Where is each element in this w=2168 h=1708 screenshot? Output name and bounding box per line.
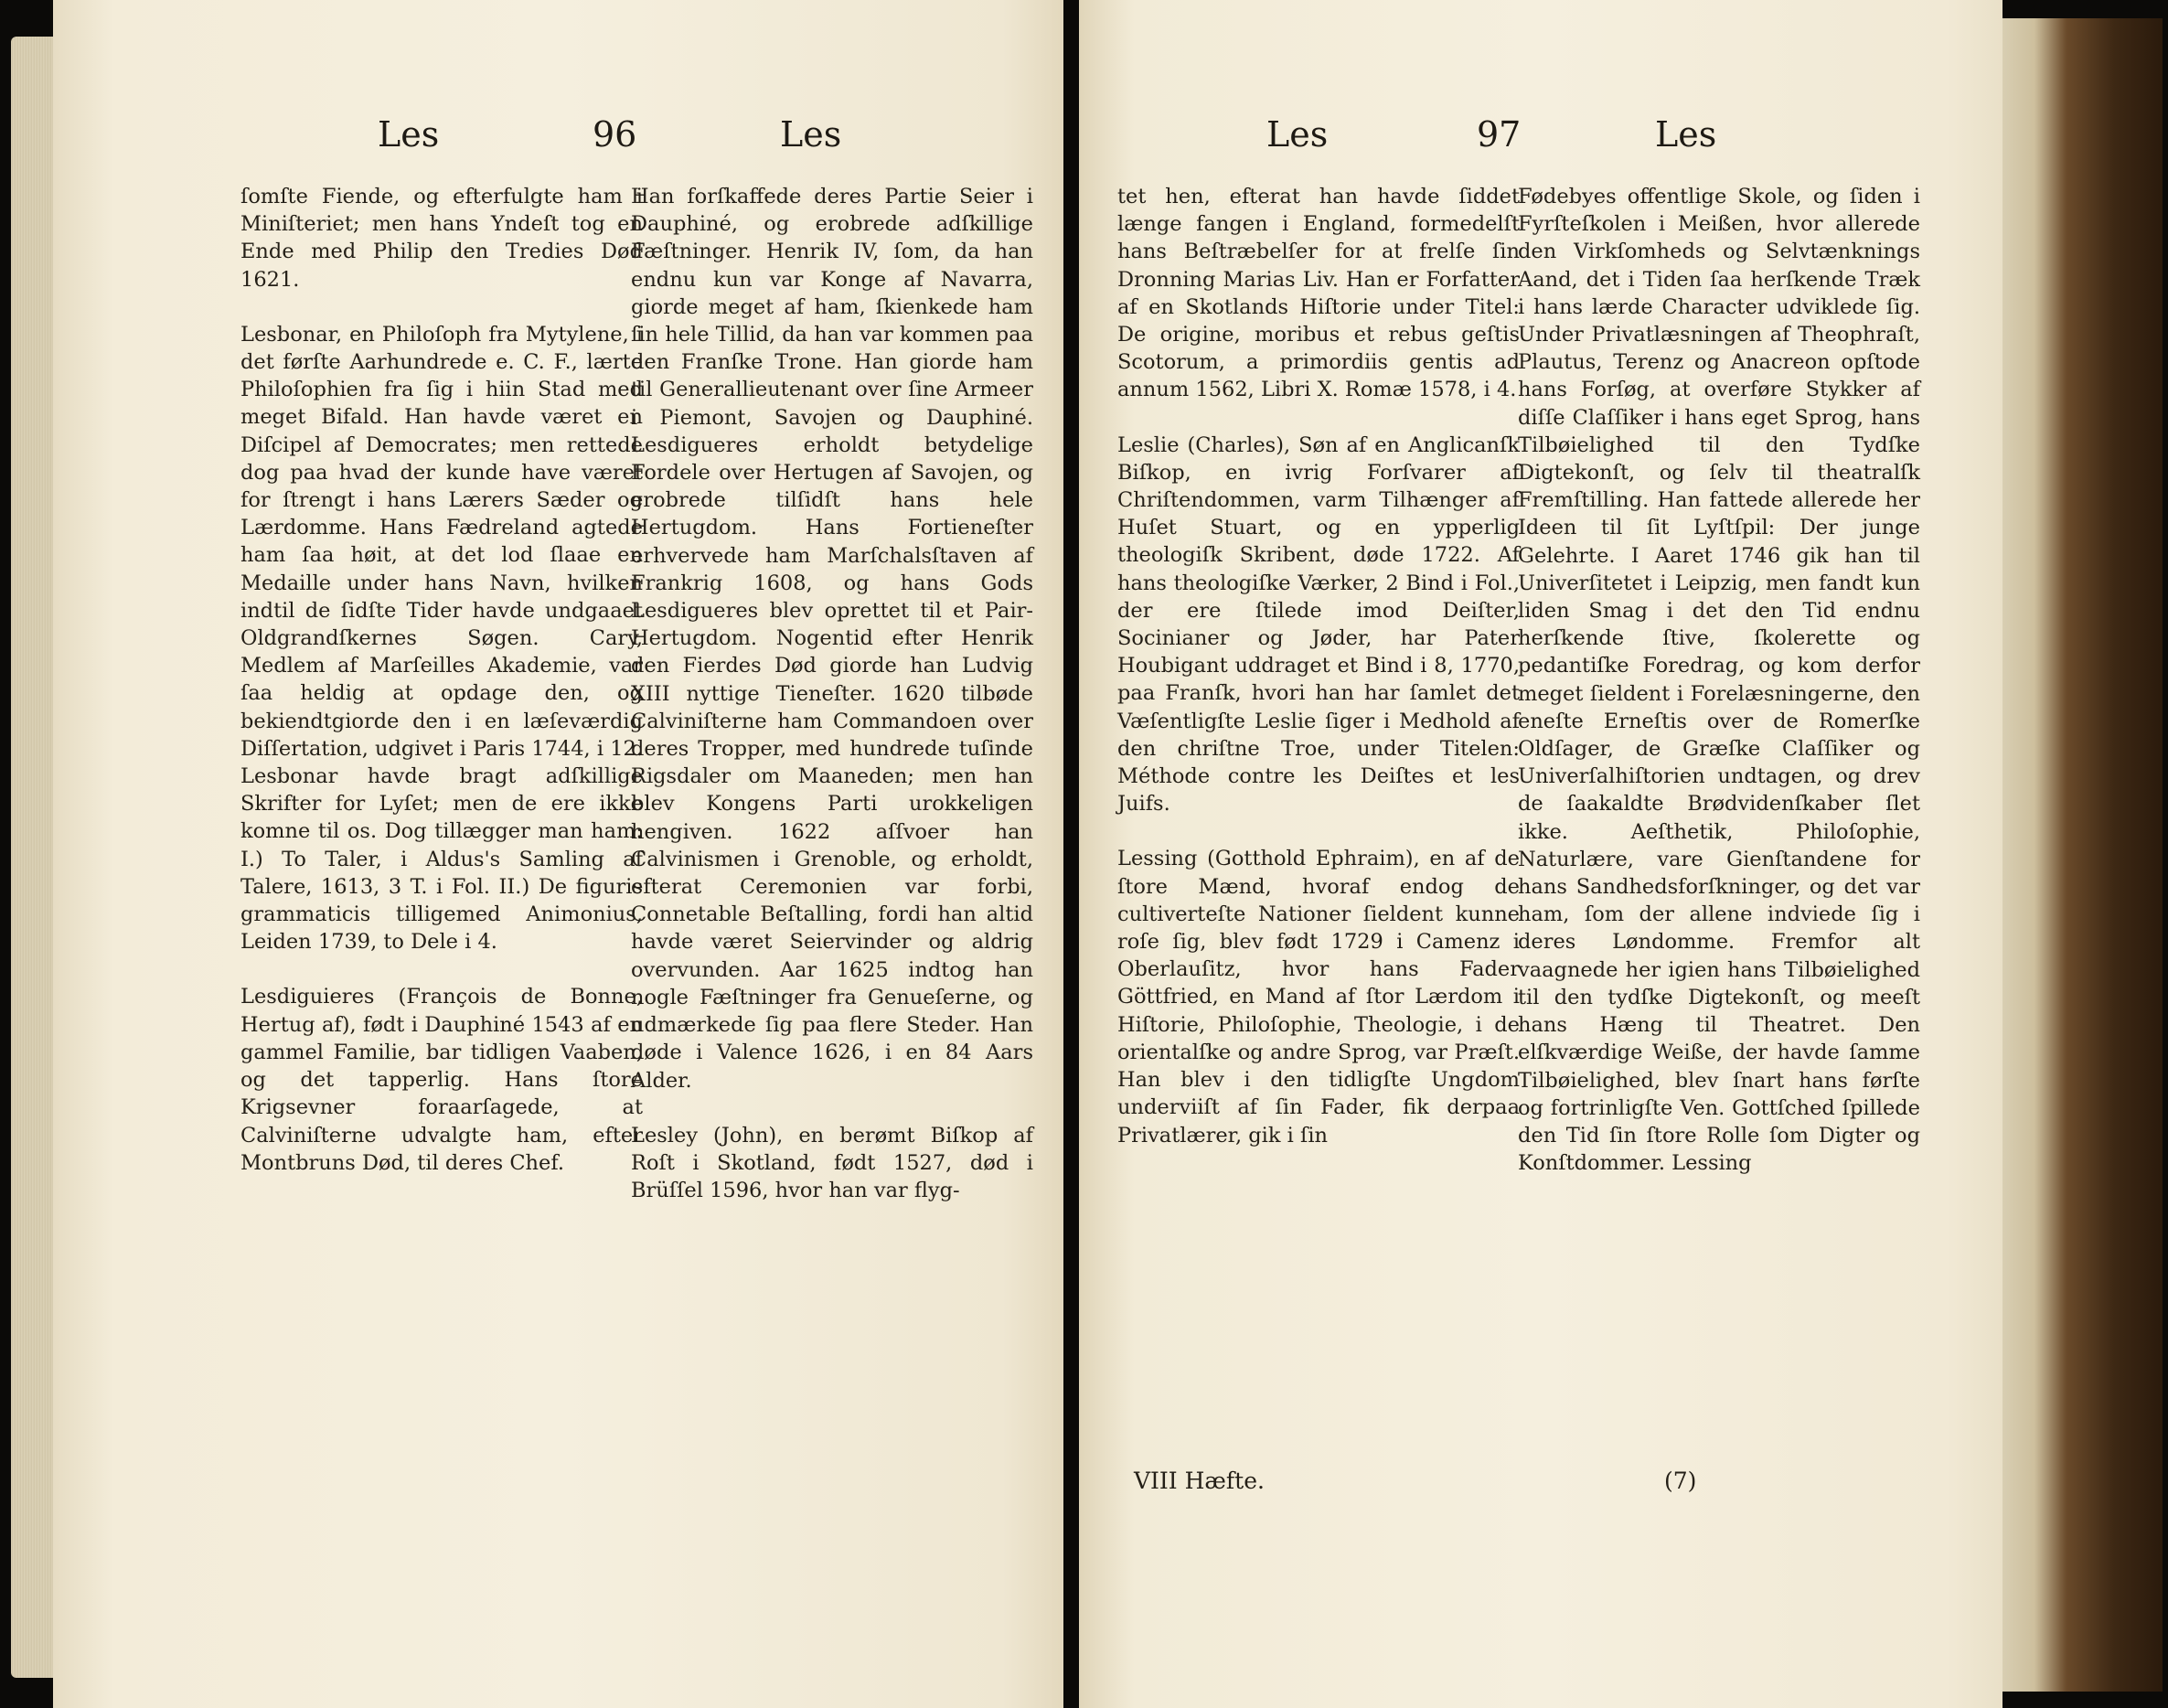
entry-paragraph: Lesdiguieres (François de Bonne, Hertug af), født i Dauphiné 1543 af en gammel Familie, bar tidligen Vaaben, og det tapperlig. Hans ſtore Krigsevner foraarſagede, at Calviniſterne udvalgte ham, efter Montbruns Død, til deres Chef.	[240, 985, 643, 1175]
entry-paragraph: Leslie (Charles), Søn af en Anglicanſk Biſkop, en ivrig Forſvarer af Chriſtendommen, varm Tilhænger af Huſet Stuart, og en ypperlig theologiſk Skribent, døde 1722. Af hans theologiſke Værker, 2 Bind i Fol., der ere ſtilede imod Deiſter, Socinianer og Jøder, har Pater Houbigant uddraget et Bind i 8, 1770, paa Franſk, hvori han har ſamlet det Væſentligſte Leslie ſiger i Medhold af den chriſtne Troe, under Titelen: Méthode contre les Deiſtes et les Juifs.	[1117, 432, 1520, 817]
entry-paragraph: ſomſte Fiende, og efterfulgte ham i Miniſteriet; men hans Yndeſt tog en Ende med Philip den Tredies Død 1621.	[240, 185, 643, 292]
right-running-head-word-right: Les	[1655, 114, 1717, 155]
right-running-head	[1079, 114, 2002, 169]
right-running-head-word-left: Les	[1266, 114, 1329, 155]
entry-paragraph: Fødebyes offentlige Skole, og ſiden i Fyrſteſkolen i Meißen, hvor allerede den Virkſomheds og Selvtænknings Aand, det i Tiden ſaa herſkende Træk i hans lærde Character udviklede ſig. Under Privatlæsningen af Theophraſt, Plautus, Terenz og Anacreon opſtode hans Forſøg, at overføre Stykker af diſſe Claſſiker i hans eget Sprog, hans Tilbøielighed til den Tydſke Digtekonſt, og ſelv til theatralſk Fremſtilling. Han fattede allerede her Ideen til ſit Lyſtſpil: Der junge Gelehrte. I Aaret 1746 gik han til Univerſitetet i Leipzig, men fandt kun liden Smag i det den Tid endnu herſkende ſtive, ſkolerette og pedantiſke Foredrag, og kom derfor meget ſieldent i Forelæsningerne, den eneſte Erneſtis over de Romerſke Oldſager, de Græſke Claſſiker og Univerſalhiſtorien undtagen, og drev de ſaakaldte Brødvidenſkaber ſlet ikke. Aeſthetik, Philoſophie, Naturlære, vare Gienſtandene for hans Sandhedsforſkninger, og det var ham, ſom der allene indviede ſig i deres Løndomme. Fremfor alt vaagnede her igien hans Tilbøielighed til den tydſke Digtekonſt, og meeſt hans Hæng til Theatret. Den elſkværdige Weiße, der havde ſamme Tilbøielighed, blev ſnart hans førſte og fortrinligſte Ven. Gottſched ſpillede den Tid ſin ſtore Rolle ſom Digter og Konſtdommer. Lessing	[1518, 185, 1920, 1176]
entry-paragraph: tet hen, efterat han havde ſiddet længe fangen i England, formedelſt hans Beſtræbelſer for at frelſe ſin Dronning Marias Liv. Han er Forfatter af en Skotlands Hiſtorie under Titel: De origine, moribus et rebus geſtis Scotorum, a primordiis gentis ad annum 1562, Libri X. Romæ 1578, i 4.	[1117, 185, 1520, 402]
footer-sheet-number: (7)	[1664, 1468, 1697, 1494]
right-page	[1079, 0, 2002, 1708]
entry-paragraph: Han forſkaffede deres Partie Seier i Dauphiné, og erobrede adſkillige Fæſtninger. Henrik IV, ſom, da han endnu kun var Konge af Navarra, giorde meget af ham, ſkienkede ham ſin hele Tillid, da han var kommen paa den Franſke Trone. Han giorde ham til Generallieutenant over ſine Armeer i Piemont, Savojen og Dauphiné. Lesdigueres erholdt betydelige Fordele over Hertugen af Savojen, og erobrede tilſidſt hans hele Hertugdom. Hans Fortieneſter erhvervede ham Marſchalsſtaven af Frankrig 1608, og hans Gods Lesdigueres blev oprettet til et Pair-Hertugdom. Nogentid efter Henrik den Fierdes Død giorde han Ludvig XIII nyttige Tieneſter. 1620 tilbøde Calviniſterne ham Commandoen over deres Tropper, med hundrede tuſinde Rigsdaler om Maaneden; men han blev Kongens Parti urokkeligen hengiven. 1622 aſſvoer han Calvinismen i Grenoble, og erholdt, efterat Ceremonien var forbi, Connetable Beſtalling, fordi han altid havde været Seiervinder og aldrig overvunden. Aar 1625 indtog han nogle Fæſtninger fra Genueſerne, og udmærkede ſig paa flere Steder. Han døde i Valence 1626, i en 84 Aars Alder.	[631, 185, 1033, 1093]
left-page-number: 96	[593, 114, 637, 155]
left-running-head	[53, 114, 1063, 169]
right-page-column-2	[1518, 183, 1920, 1177]
footer-signature: VIII Hæfte.	[1134, 1468, 1265, 1494]
entry-paragraph: Lesbonar, en Philoſoph fra Mytylene, i det førſte Aarhundrede e. C. F., lærte Philoſophien fra ſig i hiin Stad med meget Bifald. Han havde været en Diſcipel af Democrates; men rettede dog paa hvad der kunde have været for ſtrengt i hans Lærers Sæder og Lærdomme. Hans Fædreland agtede ham ſaa høit, at det lod ſlaae en Medaille under hans Navn, hvilken indtil de ſidſte Tider havde undgaaet Oldgrandſkernes Søgen. Cary, Medlem af Marſeilles Akademie, var ſaa heldig at opdage den, og bekiendtgiorde den i en læſeværdig Diſſertation, udgivet i Paris 1744, i 12. Lesbonar havde bragt adſkillige Skrifter for Lyſet; men de ere ikke komne til os. Dog tillægger man ham: I.) To Taler, i Aldus's Samling af Talere, 1613, 3 T. i Fol. II.) De figuris grammaticis tilligemed Animonius, Leiden 1739, to Dele i 4.	[240, 322, 643, 955]
entry-paragraph: Lessing (Gotthold Ephraim), en af de ſtore Mænd, hvoraf endog de cultiverteſte Nationer ſieldent kunne roſe ſig, blev født 1729 i Camenz i Oberlauſitz, hvor hans Fader Göttfried, en Mand af ſtor Lærdom i Hiſtorie, Philoſophie, Theologie, i de orientalſke og andre Sprog, var Præſt. Han blev i den tidligſte Ungdom underviiſt af ſin Fader, fik derpaa Privatlærer, gik i ſin	[1117, 847, 1520, 1148]
right-cover-edge	[2002, 18, 2163, 1692]
left-page-column-1	[240, 183, 643, 1177]
left-page-edges	[11, 37, 53, 1678]
left-page-column-2	[631, 183, 1033, 1204]
left-page	[53, 0, 1063, 1708]
right-page-number: 97	[1477, 114, 1522, 155]
entry-paragraph: Lesley (John), en berømt Biſkop af Roſt i Skotland, født 1527, død i Brüſſel 1596, hvor han var flyg-	[631, 1123, 1033, 1203]
book-gutter	[1063, 0, 1079, 1708]
left-running-head-word-left: Les	[378, 114, 440, 155]
left-running-head-word-right: Les	[780, 114, 842, 155]
right-page-column-1	[1117, 183, 1520, 1149]
